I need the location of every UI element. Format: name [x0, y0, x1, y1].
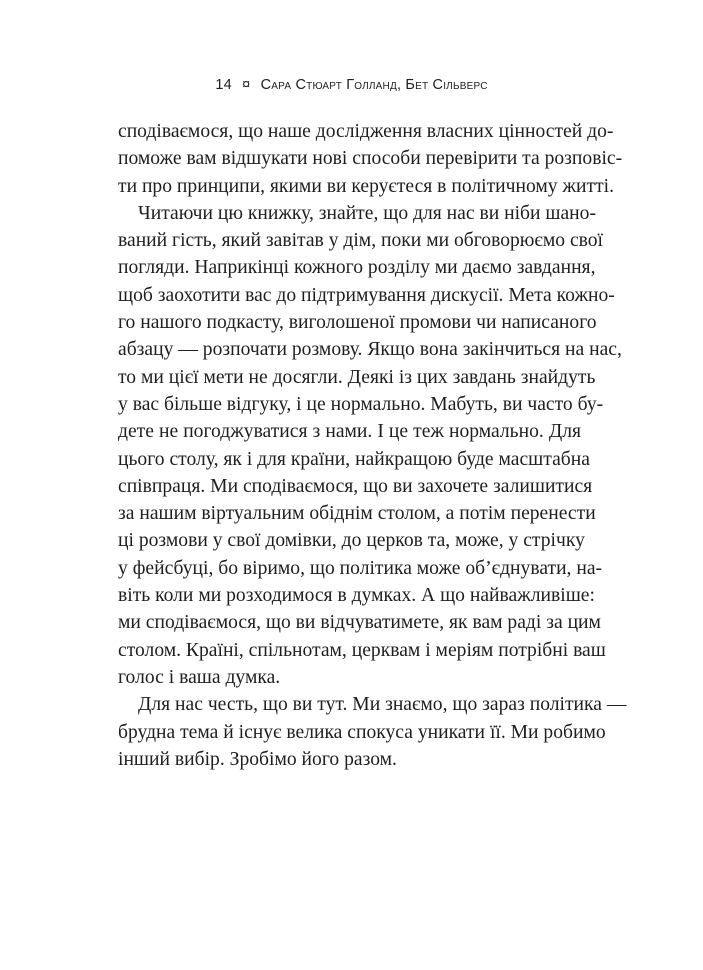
- page-number: 14: [215, 77, 232, 93]
- text-line: го нашого подкасту, виголошеної промови чи написаного: [118, 312, 597, 334]
- text-line: Для нас честь, що ви тут. Ми знаємо, що зараз політика —: [138, 694, 627, 716]
- text-line: щоб заохотити вас до підтримування дискусії. Мета кожно-: [118, 284, 615, 306]
- text-line: Читаючи цю книжку, знайте, що для нас ви ніби шано-: [138, 202, 596, 224]
- body-text: [118, 118, 627, 773]
- paragraph: [118, 200, 622, 691]
- text-line: погляди. Наприкінці кожного розділу ми даємо завдання,: [118, 257, 596, 279]
- text-line: цього столу, як і для країни, найкращою буде масштабна: [118, 448, 590, 470]
- text-line: поможе вам відшукати нові способи перевірити та розповіс-: [118, 148, 623, 170]
- text-line: голос і ваша думка.: [118, 666, 281, 688]
- text-line: ваний гість, який завітав у дім, поки ми обговорюємо свої: [118, 230, 603, 252]
- paragraph: [118, 691, 627, 773]
- text-line: дете не погоджуватися з нами. І це теж нормально. Для: [118, 421, 581, 443]
- text-line: ці розмови у свої домівки, до церков та, може, у стрічку: [118, 530, 585, 552]
- text-line: у вас більше відгуку, і це нормально. Мабуть, ви часто бу-: [118, 393, 604, 415]
- text-line: то ми цієї мети не досягли. Деякі із цих завдань знайдуть: [118, 366, 596, 388]
- text-line: інший вибір. Зробімо його разом.: [118, 748, 397, 770]
- ornament-icon: ¤: [242, 77, 251, 93]
- text-line: за нашим віртуальним обіднім столом, а потім перенести: [118, 503, 596, 525]
- running-header-authors: Сара Стюарт Голланд, Бет Сільверс: [260, 77, 488, 93]
- text-line: ми сподіваємося, що ви відчуватимете, як вам раді за цим: [118, 612, 601, 634]
- text-line: столом. Країні, спільнотам, церквам і меріям потрібні ваш: [118, 639, 606, 661]
- text-line: віть коли ми розходимося в думках. А що найважливіше:: [118, 585, 595, 607]
- text-line: сподіваємося, що наше дослідження власних цінностей до-: [118, 121, 614, 142]
- text-line: абзацу — розпочати розмову. Якщо вона закінчиться на нас,: [118, 339, 622, 361]
- running-header: [0, 77, 703, 93]
- text-line: брудна тема й існує велика спокуса уникати її. Ми робимо: [118, 721, 606, 743]
- text-line: у фейсбуці, бо віримо, що політика може об’єднувати, на-: [118, 557, 603, 579]
- paragraph: [118, 118, 623, 200]
- text-line: співпраця. Ми сподіваємося, що ви захочете залишитися: [118, 475, 593, 497]
- text-line: ти про принципи, якими ви керуєтеся в політичному житті.: [118, 175, 614, 197]
